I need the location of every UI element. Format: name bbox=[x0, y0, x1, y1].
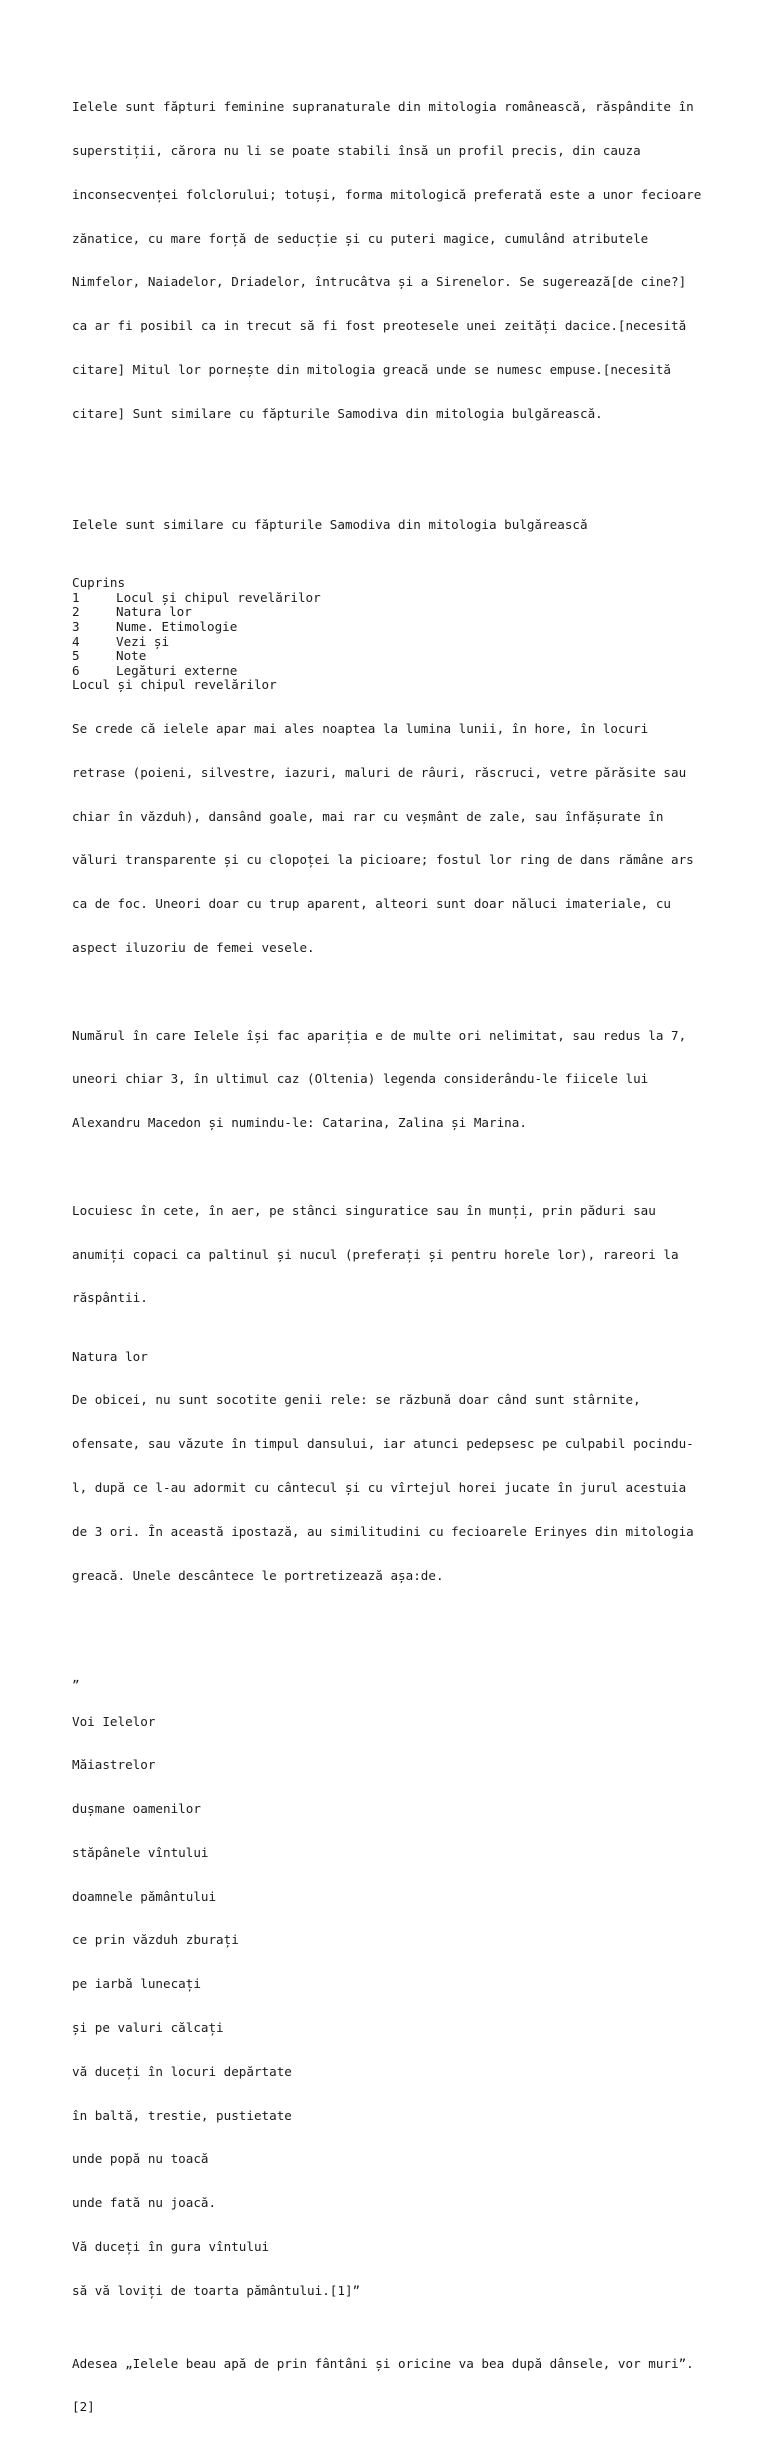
text-line: greacă. Unele descântece le portretizează așa:de. bbox=[72, 1567, 444, 1583]
toc-item-number: 1 bbox=[72, 589, 80, 605]
text-line: superstiții, cărora nu li se poate stabili însă un profil precis, din cauza bbox=[72, 142, 641, 158]
text-line: chiar în văzduh), dansând goale, mai rar cu veșmânt de zale, sau înfășurate în bbox=[72, 808, 664, 824]
poem-line: ce prin văzduh zburați bbox=[72, 1932, 239, 1948]
poem-line: Măiastrelor bbox=[72, 1757, 156, 1773]
poem-block bbox=[72, 1642, 732, 2328]
poem-line: pe iarbă lunecați bbox=[72, 1976, 201, 1992]
poem-line: unde fată nu joacă. bbox=[72, 2195, 217, 2211]
toc-item[interactable] bbox=[72, 664, 732, 679]
paragraph bbox=[72, 1364, 732, 1612]
toc-item[interactable] bbox=[72, 635, 732, 650]
poem-line: în baltă, trestie, pustietate bbox=[72, 2107, 292, 2123]
poem-line: și pe valuri călcați bbox=[72, 2019, 224, 2035]
text-line: Alexandru Macedon și numindu-le: Catarina, Zalina și Marina. bbox=[72, 1115, 527, 1131]
poem-line: unde popă nu toacă bbox=[72, 2151, 209, 2167]
toc-item[interactable] bbox=[72, 649, 732, 664]
text-line: uneori chiar 3, în ultimul caz (Oltenia) legenda considerându-le fiicele lui bbox=[72, 1071, 649, 1087]
text-line: [2] bbox=[72, 2399, 95, 2415]
text-line: citare] Mitul lor pornește din mitologia greacă unde se numesc empuse.[necesită bbox=[72, 361, 671, 377]
toc-item-label: Nume. Etimologie bbox=[116, 618, 238, 634]
intro-paragraph bbox=[72, 71, 732, 450]
toc-item[interactable] bbox=[72, 620, 732, 635]
poem-line: stăpânele vîntului bbox=[72, 1844, 209, 1860]
text-line: ca ar fi posibil ca in trecut să fi fost preotesele unei zeități dacice.[necesită bbox=[72, 318, 687, 334]
text-line: văluri transparente și cu clopoței la picioare; fostul lor ring de dans rămâne ars bbox=[72, 852, 694, 868]
toc-item-number: 2 bbox=[72, 604, 80, 620]
poem-line: vă duceți în locuri depărtate bbox=[72, 2063, 292, 2079]
text-line: anumiți copaci ca paltinul și nucul (preferați și pentru horele lor), rareori la bbox=[72, 1246, 679, 1262]
paragraph bbox=[72, 693, 732, 985]
paragraph bbox=[72, 999, 732, 1160]
section-heading: Natura lor bbox=[72, 1348, 148, 1364]
toc-item-label: Natura lor bbox=[116, 604, 192, 620]
text-line: retrase (poieni, silvestre, iazuri, maluri de râuri, răscruci, vetre părăsite sau bbox=[72, 764, 687, 780]
poem-line: Voi Ielelor bbox=[72, 1713, 156, 1729]
poem-line: doamnele pământului bbox=[72, 1888, 217, 1904]
text-line: Se crede că ielele apar mai ales noaptea la lumina lunii, în hore, în locuri bbox=[72, 721, 649, 737]
text-line: de 3 ori. În această ipostază, au similitudini cu fecioarele Erinyes din mitologia bbox=[72, 1523, 694, 1539]
text-line: aspect iluzoriu de femei vesele. bbox=[72, 940, 315, 956]
section-locul bbox=[72, 678, 732, 1335]
text-line: De obicei, nu sunt socotite genii rele: se răzbună doar când sunt stârnite, bbox=[72, 1392, 641, 1408]
section-natura bbox=[72, 1350, 732, 1613]
toc-item-label: Locul și chipul revelărilor bbox=[116, 589, 321, 605]
text-line: zănatice, cu mare forță de seducție și cu puteri magice, cumulând atributele bbox=[72, 230, 649, 246]
image-caption bbox=[72, 489, 732, 562]
text-line: inconsecvenței folclorului; totuși, forma mitologică preferată este a unor fecioare bbox=[72, 186, 702, 202]
document-page bbox=[72, 71, 732, 2444]
table-of-contents bbox=[72, 576, 732, 678]
caption-text: Ielele sunt similare cu făpturile Samodiva din mitologia bulgărească bbox=[72, 516, 588, 532]
text-line: ofensate, sau văzute în timpul dansului, iar atunci pedepsesc pe culpabil pocindu- bbox=[72, 1436, 694, 1452]
toc-title: Cuprins bbox=[72, 575, 126, 591]
toc-item[interactable] bbox=[72, 591, 732, 606]
toc-item-number: 4 bbox=[72, 633, 80, 649]
text-line: l, după ce l-au adormit cu cântecul și cu vîrtejul horei jucate în jurul acestuia bbox=[72, 1480, 687, 1495]
text-line: Nimfelor, Naiadelor, Driadelor, întrucâtva și a Sirenelor. Se sugerează[de cine?] bbox=[72, 274, 687, 290]
text-line: ca de foc. Uneori doar cu trup aparent, alteori sunt doar năluci imateriale, cu bbox=[72, 896, 671, 912]
paragraph bbox=[72, 1175, 732, 1336]
toc-item-label: Vezi și bbox=[116, 633, 170, 649]
text-line: Adesea „Ielele beau apă de prin fântâni și oricine va bea după dânsele, vor muri”. bbox=[72, 2355, 694, 2371]
text-line: citare] Sunt similare cu făpturile Samodiva din mitologia bulgărească. bbox=[72, 405, 603, 421]
poem-line: să vă loviți de toarta pământului.[1]” bbox=[72, 2282, 361, 2298]
text-line: Ielele sunt făpturi feminine supranaturale din mitologia românească, răspândite în bbox=[72, 99, 694, 115]
toc-item-number: 5 bbox=[72, 648, 80, 664]
text-line: răspântii. bbox=[72, 1290, 148, 1306]
toc-item-number: 3 bbox=[72, 618, 80, 634]
text-line: Numărul în care Ielele își fac apariția e de multe ori nelimitat, sau redus la 7, bbox=[72, 1027, 687, 1043]
poem-line: Vă duceți în gura vîntului bbox=[72, 2238, 270, 2254]
toc-item-label: Note bbox=[116, 648, 147, 664]
poem-line: „ bbox=[72, 1669, 80, 1685]
closing-paragraph bbox=[72, 2327, 732, 2444]
toc-item[interactable] bbox=[72, 605, 732, 620]
toc-item-number: 6 bbox=[72, 662, 80, 678]
poem-line: dușmane oamenilor bbox=[72, 1801, 201, 1817]
text-line: Locuiesc în cete, în aer, pe stânci singuratice sau în munți, prin păduri sau bbox=[72, 1202, 656, 1218]
section-heading: Locul și chipul revelărilor bbox=[72, 677, 277, 693]
toc-item-label: Legături externe bbox=[116, 662, 238, 678]
